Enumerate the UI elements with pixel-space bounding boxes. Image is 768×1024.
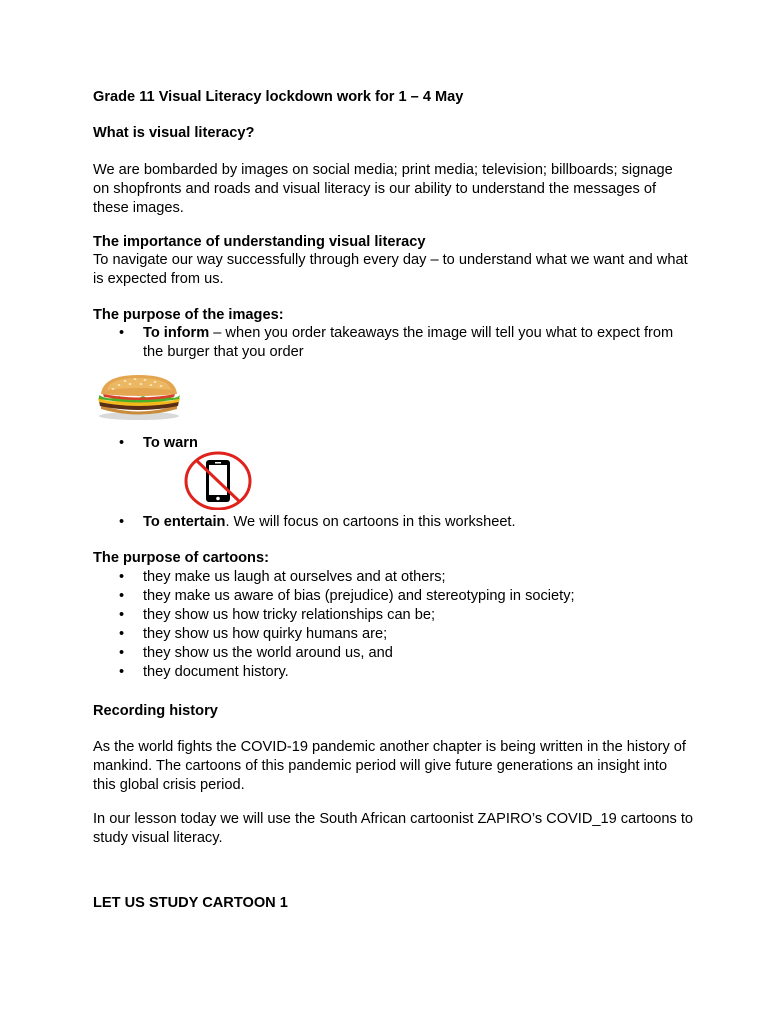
section-heading-cartoon-1: LET US STUDY CARTOON 1 bbox=[93, 895, 288, 911]
list-item-text: they make us aware of bias (prejudice) and stereotyping in society; bbox=[143, 588, 575, 604]
list-item bbox=[93, 513, 693, 532]
list-item bbox=[93, 606, 693, 625]
section-heading-purpose-cartoons: The purpose of cartoons: bbox=[93, 550, 269, 566]
bullet: • bbox=[119, 435, 125, 451]
bullet: • bbox=[119, 645, 125, 661]
purpose-images-list-inform bbox=[93, 324, 693, 362]
list-item-text: they make us laugh at ourselves and at others; bbox=[143, 569, 446, 585]
burger-icon bbox=[95, 372, 183, 420]
lesson-paragraph: In our lesson today we will use the South African cartoonist ZAPIRO’s COVID_19 cartoons to study visual literacy. bbox=[93, 811, 693, 846]
visual-literacy-paragraph: We are bombarded by images on social media; print media; television; billboards; signage on shopfronts and roads and visual literacy is our ability to understand the messages of these images. bbox=[93, 162, 673, 216]
section-heading-purpose-images: The purpose of the images: bbox=[93, 307, 284, 323]
bullet: • bbox=[119, 325, 125, 341]
list-item-text: they document history. bbox=[143, 664, 289, 680]
entertain-label: To entertain bbox=[143, 514, 226, 530]
recording-history-paragraph: As the world fights the COVID-19 pandemic another chapter is being written in the history of mankind. The cartoons of this pandemic period will give future generations an insight into this global crisis period. bbox=[93, 739, 686, 793]
bullet: • bbox=[119, 664, 125, 680]
list-item bbox=[93, 663, 693, 682]
section-heading-importance: The importance of understanding visual literacy bbox=[93, 234, 426, 250]
list-item-text: they show us how quirky humans are; bbox=[143, 626, 388, 642]
list-item bbox=[93, 324, 693, 362]
no-phone-icon bbox=[184, 450, 254, 510]
inform-label: To inform bbox=[143, 325, 210, 341]
document-title: Grade 11 Visual Literacy lockdown work for 1 – 4 May bbox=[93, 89, 464, 105]
inform-text: – when you order takeaways the image will tell you what to expect from the burger that you order bbox=[143, 325, 674, 360]
purpose-images-list-warn bbox=[93, 434, 693, 453]
list-item-text: they show us the world around us, and bbox=[143, 645, 393, 661]
list-item bbox=[93, 434, 693, 453]
importance-paragraph: To navigate our way successfully through every day – to understand what we want and what is expected from us. bbox=[93, 252, 688, 287]
section-heading-recording-history: Recording history bbox=[93, 703, 218, 719]
bullet: • bbox=[119, 569, 125, 585]
list-item bbox=[93, 568, 693, 587]
warn-label: To warn bbox=[143, 435, 198, 451]
entertain-text: . We will focus on cartoons in this worksheet. bbox=[225, 514, 516, 530]
list-item bbox=[93, 644, 693, 663]
list-item bbox=[93, 587, 693, 606]
list-item-text: they show us how tricky relationships can be; bbox=[143, 607, 436, 623]
bullet: • bbox=[119, 626, 125, 642]
bullet: • bbox=[119, 588, 125, 604]
list-item bbox=[93, 625, 693, 644]
purpose-images-list-entertain bbox=[93, 513, 693, 532]
bullet: • bbox=[119, 514, 125, 530]
bullet: • bbox=[119, 607, 125, 623]
section-heading-what-is-visual-literacy: What is visual literacy? bbox=[93, 125, 255, 141]
purpose-cartoons-list bbox=[93, 568, 693, 682]
